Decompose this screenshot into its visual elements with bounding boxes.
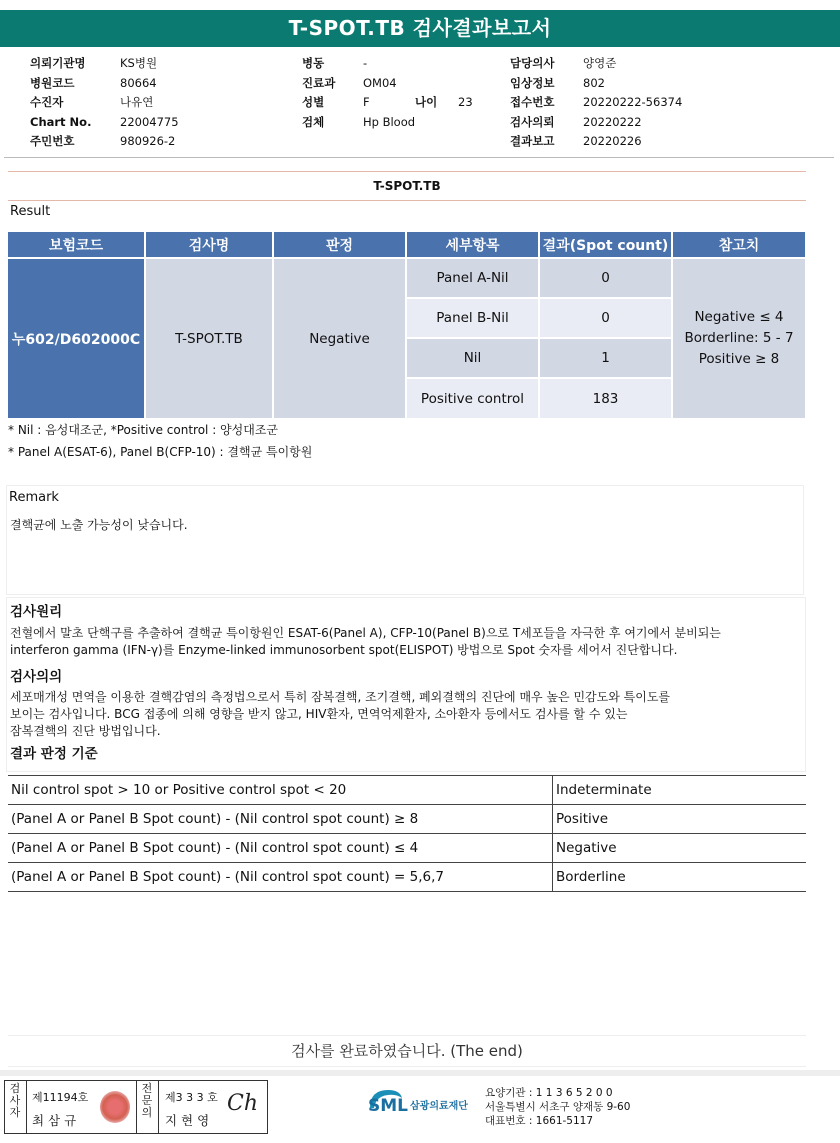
- info-label: Chart No.: [30, 114, 92, 129]
- inspector-label: 검사자: [9, 1082, 21, 1119]
- spot-count-cell: 0: [540, 259, 671, 297]
- significance-line: 보이는 검사입니다. BCG 접종에 의해 영향을 받지 않고, HIV환자, 면역억제환자, 소아환자 등에서도 검사를 할 수 있는: [10, 707, 628, 721]
- info-value: 나유연: [120, 95, 154, 109]
- info-label: 주민번호: [30, 134, 75, 148]
- age-value: 23: [458, 95, 473, 109]
- organization-info: [485, 1086, 630, 1128]
- info-label: 병원코드: [30, 75, 75, 90]
- inspector-name: 최 삼 규: [32, 1113, 77, 1128]
- significance-line: 잠복결핵의 진단 방법입니다.: [10, 724, 161, 738]
- spot-count-cell: 183: [540, 379, 671, 418]
- table-row: [8, 805, 806, 834]
- principle-title: 검사원리: [10, 604, 63, 620]
- info-label: 결과보고: [510, 134, 555, 148]
- divider: [136, 1081, 137, 1133]
- info-label: 접수번호: [510, 95, 555, 109]
- info-column-1: [30, 54, 179, 152]
- org-line: 서울특별시 서초구 양재동 9-60: [485, 1101, 631, 1113]
- detail-item-cell: Nil: [407, 339, 538, 377]
- doctor-name: 지 현 영: [165, 1113, 210, 1128]
- remark-title: Remark: [9, 490, 59, 505]
- info-value: -: [363, 56, 368, 70]
- info-value: 20220226: [583, 134, 642, 148]
- report-title: T-SPOT.TB 검사결과보고서: [0, 10, 840, 47]
- reference-line: Negative ≤ 4: [694, 309, 784, 325]
- logo-subtext: 삼광의료재단: [410, 1101, 468, 1112]
- info-label: 의뢰기관명: [30, 56, 86, 70]
- criteria-result: Positive: [553, 805, 807, 834]
- criteria-title: 결과 판정 기준: [10, 746, 98, 762]
- insurance-code-cell: 누602/D602000C: [8, 259, 144, 418]
- detail-item-cell: Panel B-Nil: [407, 299, 538, 337]
- reference-line: Borderline: 5 - 7: [684, 330, 794, 346]
- criteria-condition: Nil control spot > 10 or Positive control spot < 20: [8, 776, 553, 805]
- divider: [26, 1081, 27, 1133]
- info-value: KS병원: [120, 56, 158, 70]
- info-column-2: [302, 54, 473, 132]
- footnote: * Nil : 음성대조군, *Positive control : 양성대조군: [8, 423, 279, 437]
- criteria-result: Negative: [553, 834, 807, 863]
- info-label: 검체: [302, 114, 325, 129]
- info-value: 22004775: [120, 114, 179, 129]
- header-test-name: 검사명: [146, 232, 272, 257]
- doctor-label: 전문의: [141, 1082, 153, 1119]
- significance-text: [10, 689, 800, 740]
- info-value: 980926-2: [120, 134, 176, 148]
- section-title: T-SPOT.TB: [8, 171, 806, 201]
- footnote: * Panel A(ESAT-6), Panel B(CFP-10) : 결핵균 특이항원: [8, 445, 313, 459]
- detail-item-cell: Panel A-Nil: [407, 259, 538, 297]
- header-judgment: 판정: [274, 232, 405, 257]
- significance-line: 세포매개성 면역을 이용한 결핵감염의 측정법으로서 특히 잠복결핵, 조기결핵, 폐외결핵의 진단에 매우 높은 민감도와 특이도를: [10, 690, 671, 704]
- result-label: Result: [10, 204, 51, 219]
- header-result: 결과(Spot count): [540, 232, 671, 257]
- principle-text: [10, 625, 800, 659]
- official-seal-icon: [100, 1091, 130, 1123]
- info-label: 담당의사: [510, 56, 555, 70]
- criteria-condition: (Panel A or Panel B Spot count) - (Nil control spot count) ≤ 4: [8, 834, 553, 863]
- info-value: 양영준: [583, 56, 617, 70]
- info-label: 임상정보: [510, 75, 555, 90]
- info-value: 80664: [120, 75, 157, 90]
- criteria-condition: (Panel A or Panel B Spot count) - (Nil control spot count) ≥ 8: [8, 805, 553, 834]
- table-row: [8, 776, 806, 805]
- principle-line: interferon gamma (IFN-γ)를 Enzyme-linked immunosorbent spot(ELISPOT) 방법으로 Spot 숫자를 세어서 진단합니다.: [10, 643, 678, 657]
- detail-item-cell: Positive control: [407, 379, 538, 418]
- footer-divider: [0, 1070, 840, 1076]
- info-value: 802: [583, 75, 605, 90]
- end-text: 검사를 완료하였습니다. (The end): [8, 1035, 806, 1067]
- remark-box: [6, 485, 804, 595]
- header-reference: 참고치: [673, 232, 805, 257]
- info-label: 수진자: [30, 95, 64, 109]
- description-box: [6, 597, 806, 772]
- test-name-cell: T-SPOT.TB: [146, 259, 272, 418]
- spot-count-cell: 0: [540, 299, 671, 337]
- reference-cell: [673, 259, 805, 418]
- info-label: 진료과: [302, 75, 336, 90]
- criteria-condition: (Panel A or Panel B Spot count) - (Nil control spot count) = 5,6,7: [8, 863, 553, 892]
- table-row: [8, 863, 806, 892]
- logo-text: SML: [368, 1096, 408, 1116]
- divider: [158, 1081, 159, 1133]
- age-label: 나이: [415, 95, 438, 109]
- info-label: 성별: [302, 95, 325, 109]
- header-insurance-code: 보험코드: [8, 232, 144, 257]
- table-row: [8, 834, 806, 863]
- info-value: OM04: [363, 75, 397, 90]
- reference-line: Positive ≥ 8: [698, 351, 780, 367]
- remark-text: 결핵균에 노출 가능성이 낮습니다.: [10, 518, 188, 532]
- spot-count-cell: 1: [540, 339, 671, 377]
- principle-line: 전혈에서 말초 단핵구를 추출하여 결핵균 특이항원인 ESAT-6(Panel A), CFP-10(Panel B)으로 T세포들을 자극한 후 여기에서 분비되는: [10, 626, 721, 640]
- info-divider: [4, 157, 834, 158]
- header-detail-item: 세부항목: [407, 232, 538, 257]
- info-value: 20220222-56374: [583, 95, 683, 109]
- info-column-3: [510, 54, 682, 152]
- signature-icon: Ch: [227, 1091, 259, 1116]
- significance-title: 검사의의: [10, 669, 63, 685]
- info-label: 검사의뢰: [510, 114, 555, 129]
- signature-box: [4, 1080, 268, 1134]
- org-line: 요양기관 : 1 1 3 6 5 2 0 0: [485, 1087, 613, 1099]
- inspector-number: 제11194호: [32, 1091, 89, 1104]
- org-line: 대표번호 : 1661-5117: [485, 1115, 594, 1127]
- sml-logo: [366, 1086, 481, 1122]
- doctor-number: 제3 3 3 호: [165, 1091, 218, 1104]
- info-label: 병동: [302, 56, 325, 70]
- info-value: Hp Blood: [363, 114, 416, 129]
- info-value: F: [363, 95, 370, 109]
- criteria-result: Borderline: [553, 863, 807, 892]
- judgment-cell: Negative: [274, 259, 405, 418]
- criteria-table: [8, 775, 806, 892]
- info-value: 20220222: [583, 114, 642, 129]
- criteria-result: Indeterminate: [553, 776, 807, 805]
